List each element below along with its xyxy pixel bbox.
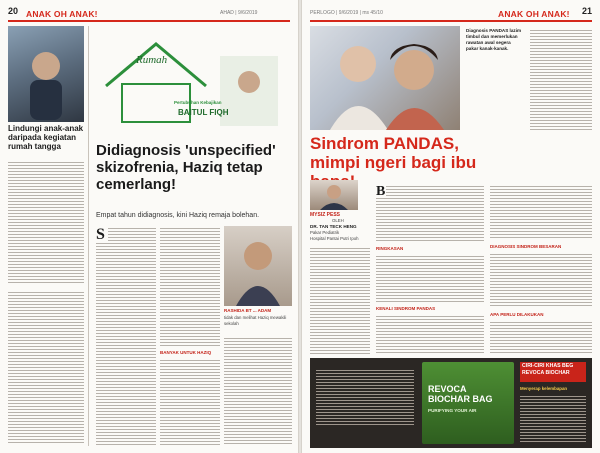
ad-feature-list xyxy=(520,394,586,442)
ad-body-text xyxy=(316,368,414,426)
logo-script: Rumah xyxy=(136,54,168,66)
ad-product-image xyxy=(422,362,514,444)
logo-subtitle: Pertubuhan Kebajikan xyxy=(174,100,222,105)
byline-name: DR. TAN TECK HENG xyxy=(310,224,357,229)
section-rule-left xyxy=(8,20,290,22)
subhead-kenali: KENALI SINDROM PANDAS xyxy=(376,306,436,311)
author-portrait-image xyxy=(310,180,358,210)
author-photo xyxy=(310,180,358,210)
article-column-2 xyxy=(160,226,220,346)
main-headline: Didiagnosis 'unspecified' skizofrenia, Haziq tetap cemerlang! xyxy=(96,142,276,193)
article-col-left xyxy=(310,246,370,354)
article-col-mid xyxy=(376,254,484,302)
drop-cap-right: B xyxy=(376,184,386,199)
section-rule-right xyxy=(310,20,592,22)
right-page xyxy=(302,0,600,453)
sidebar-body-text xyxy=(8,160,84,284)
person-portrait-image xyxy=(224,226,292,306)
article-col-mid-2 xyxy=(376,314,484,354)
sidebar-headline: Lindungi anak-anak daripada kegiatan rumah tangga xyxy=(8,124,84,151)
ad-tagline: PURIFYING YOUR AIR xyxy=(428,408,477,413)
subhead-left: BANYAK UNTUK HAZIQ xyxy=(160,350,212,355)
article-column-1 xyxy=(96,226,156,446)
article-column-2b xyxy=(160,358,220,446)
house-logo-icon xyxy=(96,26,292,136)
section-title-right: ANAK OH ANAK! xyxy=(498,9,570,19)
byline-label: MYSIZ PESS xyxy=(310,212,341,218)
child-silhouette-image xyxy=(8,26,84,122)
left-page xyxy=(0,0,298,453)
article-col-right xyxy=(490,184,592,240)
photo-caption-right: Diagnosis PANDAS lazim timbul dan memerlukan rawatan awal segera pakar kanak-kanak. xyxy=(466,28,522,51)
photo-caption-text: tidak dan melihat Haziq mewakili sekolah xyxy=(224,315,287,326)
ad-headline: CIRI-CIRI KHAS BEG REVOCA BIOCHAR xyxy=(520,362,586,382)
byline-oleh: OLEH xyxy=(332,218,344,223)
subhead-apa-perlu: APA PERLU DILAKUKAN xyxy=(490,312,544,317)
subhead-ringkasan: RINGKASAN xyxy=(376,246,404,251)
page-number-left: 20 xyxy=(8,6,19,16)
byline-hospital: Hospital Pantai Putri Ipoh xyxy=(310,236,359,241)
headline-right: Sindrom PANDAS, mimpi ngeri bagi ibu xyxy=(310,134,477,172)
page-number-right: 21 xyxy=(582,6,593,16)
top-right-text xyxy=(530,28,592,130)
article-col-right-2 xyxy=(490,252,592,308)
folio-right: PERLOGO | 9/6/2019 | ms 45/10 xyxy=(310,10,383,16)
article-column-3 xyxy=(224,336,292,446)
subhead-diagnosis: DIAGNOSIS SINDROM BESARAN xyxy=(490,244,562,249)
drop-cap: S xyxy=(96,226,108,242)
folio-left: AHAD | 9/6/2019 xyxy=(220,10,258,16)
logo-box xyxy=(96,26,292,136)
column-divider xyxy=(88,26,89,446)
article-intro-text xyxy=(376,184,484,242)
ad-feature-item: Menyerap kelembapan xyxy=(520,386,568,391)
ad-brand: REVOCA BIOCHAR BAG xyxy=(428,384,493,404)
logo-brand: BAITUL FIQH xyxy=(178,108,229,117)
deck-text: Empat tahun didiagnosis, kini Haziq remaja bolehan. xyxy=(96,212,260,219)
section-title-left: ANAK OH ANAK! xyxy=(26,9,98,19)
photo-caption-name: RASHIDA BT ... ADAM xyxy=(224,308,272,313)
sidebar-body-text-2 xyxy=(8,290,84,445)
advertisement[interactable] xyxy=(310,358,592,448)
byline-role: Pakar Pediatrik xyxy=(310,230,340,235)
portrait-photo xyxy=(224,226,292,306)
sidebar-photo xyxy=(8,26,84,122)
mother-child-image xyxy=(310,26,460,130)
article-col-right-3 xyxy=(490,320,592,354)
mother-child-photo xyxy=(310,26,460,130)
